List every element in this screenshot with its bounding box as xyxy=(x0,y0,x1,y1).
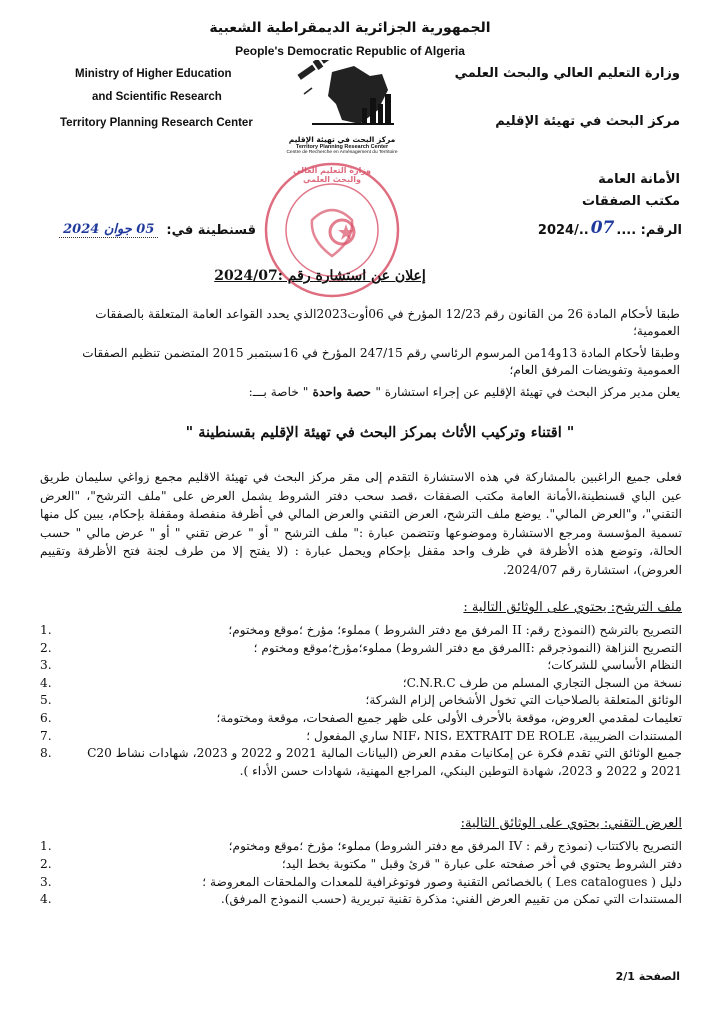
list-item xyxy=(40,838,682,856)
list-item-number: .8 xyxy=(40,746,52,761)
republic-en: People's Democratic Republic of Algeria xyxy=(235,44,465,58)
consultation-subject: " اقتناء وتركيب الأثاث بمركز البحث في تهيئة الإقليم بقسنطينة " xyxy=(185,424,575,441)
logo-text-en-2: Centre de Recherche en Aménagement du Territoire xyxy=(286,150,398,155)
page-number: الصفحة 2/1 xyxy=(615,970,680,983)
republic-ar: الجمهورية الجزائرية الديمقراطية الشعبية xyxy=(209,20,491,36)
list-item xyxy=(40,657,682,675)
ref-suffix: ../2024 xyxy=(537,223,589,238)
technical-section-title: العرض التقني: يحتوي على الوثائق التالية: xyxy=(460,816,682,831)
list-item-text: التصريح بالترشح (النموذج رقم: II المرفق مع دفتر الشروط ) مملوء؛ مؤرخ ؛موقع ومختوم؛ xyxy=(228,623,682,637)
list-item-number: .7 xyxy=(40,728,52,743)
para3-part-a: يعلن مدير مركز البحث في تهيئة الإقليم عن إجراء استشارة " xyxy=(375,385,680,399)
paragraph-law-article-26: طبقا لأحكام المادة 26 من القانون رقم 12/23 المؤرخ في 06أوت2023الذي يحدد القواعد العامة المتعلقة بالصفقات العمومية؛ xyxy=(95,307,680,338)
center-ar: مركز البحث في تهيئة الإقليم xyxy=(495,114,680,129)
list-item xyxy=(40,622,682,640)
list-item xyxy=(40,728,682,746)
list-item-text: نسخة من السجل التجاري المسلم من طرف C.N.R.C؛ xyxy=(402,675,682,690)
list-item-number: .2 xyxy=(40,856,52,871)
list-item-text: تعليمات لمقدمي العروض، موقعة بالأحرف الأولى على ظهر جميع الصفحات، موقعة ومختومة؛ xyxy=(216,710,682,725)
list-item-number: .5 xyxy=(40,693,52,708)
list-item-text: دفتر الشروط يحتوي في أخر صفحته على عبارة " قرئ وقبل " مكتوبة بخط اليد؛ xyxy=(281,856,682,871)
list-item xyxy=(40,710,682,728)
list-item-number: .2 xyxy=(40,640,52,655)
list-item-number: .3 xyxy=(40,874,52,889)
ministry-ar: وزارة التعليم العالي والبحث العلمي xyxy=(454,66,680,81)
ref-handwritten: 07 xyxy=(590,218,615,238)
list-item-text: الوثائق المتعلقة بالصلاحيات التي تخول الأشخاص إلزام الشركة؛ xyxy=(365,693,682,708)
stamp-text: وزارة التعليم العالي والبحث العلمي xyxy=(293,166,371,184)
paragraph-instructions: فعلى جميع الراغبين بالمشاركة في هذه الاستشارة التقدم إلى مقر مركز البحث في تهيئة الاقليم مجمع زواغي سليمان طريق عين الباي قسنطينة،الأمانة العامة مكتب الصفقات ،قصد سحب دفتر الشروط يشمل العرض على "ملف الترشح"، "العرض التقني"، و"العرض المالي". يوضع ملف الترشح، العرض التقني والعرض المالي في أظرفة منفصلة ومقفلة بإحكام، يبين كل منها تسمية المؤسسة ومرجع الاستشارة وموضوعها وتتضمن عبارة :" ملف الترشح " أو " عرض تقني " أو " عرض مالي " حسب الحالة، وتوضع هذه الأظرفة في ظرف واحد مقفل بإحكام ويحمل عبارة : (لا يفتح إلا من طرف لجنة فتح الأظرفة وتقييم العروض)، استشارة رقم 2024/07. xyxy=(40,470,682,577)
candidacy-section-title: ملف الترشح: يحتوي على الوثائق التالية : xyxy=(463,600,682,615)
paragraph-decree-247: وطبقا لأحكام المادة 13و14من المرسوم الرئاسي رقم 247/15 المؤرخ في 16سبتمبر 2015 المتضمن تنظيم الصفقات العمومية وتفويضات المرفق العام؛ xyxy=(82,346,680,377)
list-item-number: .1 xyxy=(40,839,52,853)
list-item-number: .6 xyxy=(40,710,52,725)
ref-label: الرقم: .... xyxy=(616,223,682,238)
center-en: Territory Planning Research Center xyxy=(60,117,253,129)
technical-document-list xyxy=(40,838,682,909)
para3-part-b: حصة واحدة xyxy=(308,385,376,399)
logo-graphic-icon xyxy=(282,60,402,135)
list-item xyxy=(40,745,682,780)
list-item xyxy=(40,640,682,658)
center-logo xyxy=(282,60,402,155)
list-item xyxy=(40,874,682,892)
secretariat-label: الأمانة العامة xyxy=(598,172,680,187)
list-item-text: التصريح النزاهة (النموذجرقم :Iالمرفق مع دفتر الشروط) مملوء؛مؤرخ؛موقع ومختوم ؛ xyxy=(253,640,682,655)
list-item xyxy=(40,856,682,874)
logo-text-en-1: Territory Planning Research Center xyxy=(295,144,389,150)
ministry-en-line1: Ministry of Higher Education xyxy=(75,68,232,80)
list-item-text: التصريح بالاكتتاب (نموذج رقم : IV المرفق مع دفتر الشروط) مملوء؛ مؤرخ ؛موقع ومختوم؛ xyxy=(228,839,682,853)
list-item-number: .4 xyxy=(40,675,52,690)
date-line xyxy=(36,212,256,238)
ministry-en-line2: and Scientific Research xyxy=(92,91,222,103)
para3-part-c: " خاصة بـــ: xyxy=(248,385,309,399)
list-item xyxy=(40,675,682,693)
list-item-text: المستندات التي تمكن من تقييم العرض الفني: مذكرة تقنية تبريرية (حسب النموذج المرفق). xyxy=(220,892,682,907)
list-item-text: النظام الأساسي للشركات؛ xyxy=(547,658,682,673)
date-handwritten: 05 جوان 2024 xyxy=(59,222,158,238)
list-item-text: جميع الوثائق التي تقدم فكرة عن إمكانيات مقدم العرض (البيانات المالية 2021 و 2022 و 2023، شهادات نشاط C20 2021 و 2022 و 2023، شهادة التوطين البنكي، المراجع المهنية، شهادات حسن الأداء ). xyxy=(87,746,682,778)
logo-text-ar: مركز البحث في تهيئة الإقليم xyxy=(288,135,396,144)
list-item-text: المستندات الضريبية، NIF، NIS، EXTRAIT DE ROLE ساري المفعول ؛ xyxy=(306,728,682,743)
list-item-number: .1 xyxy=(40,623,52,637)
paragraph-announce xyxy=(48,384,680,401)
list-item xyxy=(40,891,682,909)
reference-number xyxy=(470,214,682,238)
list-item-number: .4 xyxy=(40,892,52,907)
place-label: قسنطينة في: xyxy=(166,223,256,238)
list-item xyxy=(40,692,682,710)
candidacy-document-list xyxy=(40,622,682,780)
list-item-text: دليل ( Les catalogues ) بالخصائص التقنية وصور فوتوغرافية للمعدات والملحقات المعروضة ؛ xyxy=(202,874,682,889)
office-name-label: مكتب الصفقات xyxy=(581,194,680,209)
list-item-number: .3 xyxy=(40,658,52,673)
announcement-title: إعلان عن استشارة رقم :2024/07 xyxy=(214,268,426,284)
